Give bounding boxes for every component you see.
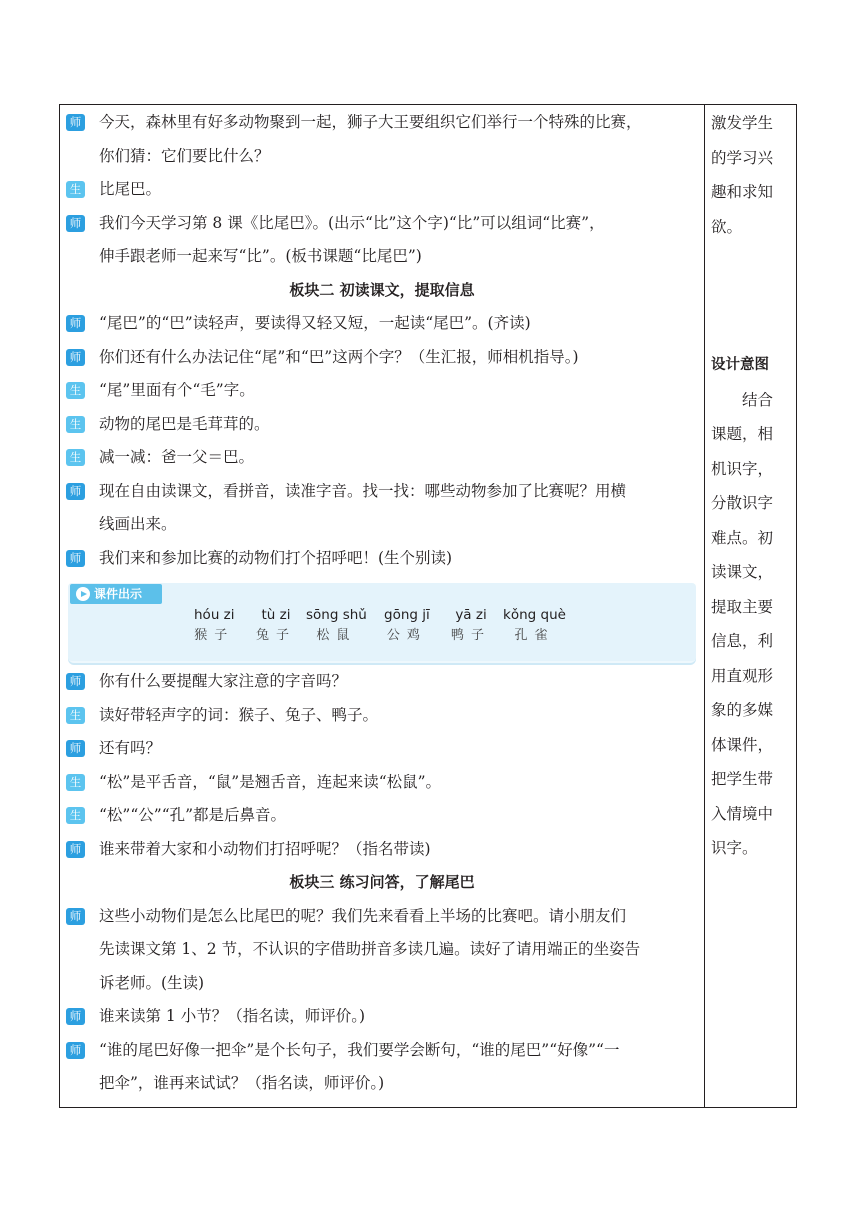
student-badge: 生 xyxy=(66,707,85,724)
teacher-badge: 师 xyxy=(66,673,85,690)
dialogue-line xyxy=(66,732,698,766)
vocab-hanzi: 松鼠 xyxy=(316,628,357,643)
teacher-badge: 师 xyxy=(66,1008,85,1025)
teacher-badge: 师 xyxy=(66,349,85,366)
vocab-word xyxy=(256,607,296,643)
design-note-top xyxy=(711,106,791,244)
vocab-pinyin: gōng jī xyxy=(384,607,430,623)
courseware-box xyxy=(68,583,696,661)
teacher-badge: 师 xyxy=(66,740,85,757)
side-note-line: 激发学生 xyxy=(711,114,774,132)
dialogue-text: 我们今天学习第 8 课《比尾巴》。(出示“比”这个字)“比”可以组词“比赛”， xyxy=(99,213,605,232)
side-note-line: 信息，利 xyxy=(711,632,774,650)
side-note-line: 识字。 xyxy=(711,839,758,857)
dialogue-line xyxy=(66,408,698,442)
vocab-word xyxy=(384,607,430,643)
dialogue-line xyxy=(66,766,698,800)
dialogue-text: 减一减：爸一父＝巴。 xyxy=(99,448,255,466)
dialogue-text: “尾巴”的“巴”读轻声，要读得又轻又短，一起读“尾巴”。(齐读) xyxy=(99,314,531,332)
side-note-line: 把学生带 xyxy=(711,770,774,788)
side-note-line: 用直观形 xyxy=(711,666,774,685)
section-practice xyxy=(66,900,698,1101)
student-badge: 生 xyxy=(66,449,85,466)
courseware-tag xyxy=(70,584,162,604)
dialogue-text: “松”是平舌音，“鼠”是翘舌音，连起来读“松鼠”。 xyxy=(99,772,442,791)
dialogue-line xyxy=(66,207,698,241)
dialogue-line xyxy=(66,307,698,341)
vocab-word xyxy=(194,607,235,643)
dialogue-text: 我们来和参加比赛的动物们打个招呼吧！(生个别读) xyxy=(99,548,453,567)
student-badge: 生 xyxy=(66,181,85,198)
student-badge: 生 xyxy=(66,807,85,824)
side-note-line: 的学习兴 xyxy=(711,148,774,167)
dialogue-text: “松”“公”“孔”都是后鼻音。 xyxy=(99,806,287,824)
dialogue-text: “谁的尾巴好像一把伞”是个长句子，我们要学会断句，“谁的尾巴”“好像”“一 xyxy=(99,1040,620,1059)
dialogue-line xyxy=(66,1067,698,1101)
dialogue-line xyxy=(66,374,698,408)
lesson-main-column xyxy=(66,106,698,1101)
side-note-line: 体课件， xyxy=(711,735,774,754)
dialogue-line xyxy=(66,665,698,699)
dialogue-text: 你们还有什么办法记住“尾”和“巴”这两个字？（生汇报，师相机指导。) xyxy=(99,347,579,366)
dialogue-line xyxy=(66,699,698,733)
vocab-hanzi: 兔子 xyxy=(256,628,297,643)
dialogue-line xyxy=(66,475,698,509)
dialogue-line xyxy=(66,173,698,207)
courseware-tag-label: 课件出示 xyxy=(94,587,143,601)
teacher-badge: 师 xyxy=(66,114,85,131)
dialogue-text: 谁来读第 1 小节？（指名读，师评价。) xyxy=(99,1007,366,1025)
vocab-hanzi: 孔雀 xyxy=(514,628,555,643)
side-note-line: 课题，相 xyxy=(711,425,774,443)
dialogue-line xyxy=(66,967,698,1001)
dialogue-line xyxy=(66,240,698,274)
dialogue-line xyxy=(66,933,698,967)
side-note-line: 提取主要 xyxy=(711,597,774,616)
vocab-pinyin: kǒng què xyxy=(503,607,566,623)
vocab-pinyin: hóu zi xyxy=(194,607,235,623)
design-notes-column xyxy=(711,106,791,866)
dialogue-text: “尾”里面有个“毛”字。 xyxy=(99,381,255,399)
vocab-word xyxy=(503,607,566,643)
courseware-panel xyxy=(66,583,698,665)
design-intent-text xyxy=(711,383,791,866)
dialogue-text: 诉老师。(生读) xyxy=(99,973,205,992)
vocab-pinyin: yā zi xyxy=(455,607,487,623)
section-initial-reading xyxy=(66,307,698,575)
dialogue-line xyxy=(66,833,698,867)
teacher-badge: 师 xyxy=(66,841,85,858)
side-note-line: 读课文， xyxy=(711,563,774,581)
section-heading-3: 板块三 练习问答，了解尾巴 xyxy=(289,873,475,891)
dialogue-line xyxy=(66,799,698,833)
design-intent-heading: 设计意图 xyxy=(711,357,769,373)
play-icon xyxy=(76,587,90,601)
side-note-line: 象的多媒 xyxy=(711,701,774,719)
section-pronunciation xyxy=(66,665,698,866)
dialogue-text: 谁来带着大家和小动物们打招呼呢？（指名带读) xyxy=(99,839,431,858)
vocab-word xyxy=(306,607,367,643)
side-note-line: 欲。 xyxy=(711,217,743,236)
dialogue-line xyxy=(66,542,698,576)
dialogue-line xyxy=(66,140,698,174)
dialogue-text: 你有什么要提醒大家注意的字音吗？ xyxy=(99,672,348,690)
dialogue-text: 动物的尾巴是毛茸茸的。 xyxy=(99,414,270,433)
teacher-badge: 师 xyxy=(66,483,85,500)
dialogue-line xyxy=(66,508,698,542)
side-note-line: 入情境中 xyxy=(711,804,774,823)
teacher-badge: 师 xyxy=(66,1042,85,1059)
teacher-badge: 师 xyxy=(66,550,85,567)
teacher-badge: 师 xyxy=(66,908,85,925)
vocab-word xyxy=(451,607,491,643)
dialogue-line xyxy=(66,341,698,375)
dialogue-text: 比尾巴。 xyxy=(99,180,162,198)
teacher-badge: 师 xyxy=(66,215,85,232)
vocab-pinyin: sōng shǔ xyxy=(306,607,367,623)
dialogue-line xyxy=(66,1034,698,1068)
dialogue-text: 把伞”，谁再来试试？（指名读，师评价。) xyxy=(99,1074,385,1092)
student-badge: 生 xyxy=(66,416,85,433)
dialogue-text: 读好带轻声字的词：猴子、兔子、鸭子。 xyxy=(99,705,379,724)
dialogue-text: 现在自由读课文，看拼音，读准字音。找一找：哪些动物参加了比赛呢？用横 xyxy=(99,481,627,500)
column-divider xyxy=(704,104,705,1108)
dialogue-text: 你们猜：它们要比什么？ xyxy=(99,146,270,165)
vocab-pinyin: tù zi xyxy=(261,607,291,623)
section-intro xyxy=(66,106,698,274)
side-note-line: 机识字， xyxy=(711,459,774,478)
dialogue-line xyxy=(66,900,698,934)
section-heading-2: 板块二 初读课文，提取信息 xyxy=(289,280,475,299)
dialogue-text: 今天，森林里有好多动物聚到一起，狮子大王要组织它们举行一个特殊的比赛， xyxy=(99,113,642,131)
dialogue-line xyxy=(66,106,698,140)
side-note-line: 结合 xyxy=(711,390,774,409)
vocab-hanzi: 猴子 xyxy=(194,628,235,643)
vocab-hanzi: 公鸡 xyxy=(386,628,427,643)
dialogue-text: 这些小动物们是怎么比尾巴的呢？我们先来看看上半场的比赛吧。请小朋友们 xyxy=(99,906,627,925)
dialogue-line xyxy=(66,1000,698,1034)
teacher-badge: 师 xyxy=(66,315,85,332)
vocab-hanzi: 鸭子 xyxy=(451,628,492,643)
dialogue-line xyxy=(66,441,698,475)
dialogue-text: 先读课文第 1、2 节，不认识的字借助拼音多读几遍。读好了请用端正的坐姿告 xyxy=(99,940,641,958)
student-badge: 生 xyxy=(66,774,85,791)
side-note-line: 趣和求知 xyxy=(711,183,774,201)
dialogue-text: 还有吗？ xyxy=(99,739,162,757)
dialogue-text: 伸手跟老师一起来写“比”。(板书课题“比尾巴”) xyxy=(99,247,422,265)
dialogue-text: 线画出来。 xyxy=(99,515,177,533)
side-note-line: 分散识字 xyxy=(711,494,774,512)
spacer xyxy=(711,244,791,348)
student-badge: 生 xyxy=(66,382,85,399)
side-note-line: 难点。初 xyxy=(711,528,774,547)
